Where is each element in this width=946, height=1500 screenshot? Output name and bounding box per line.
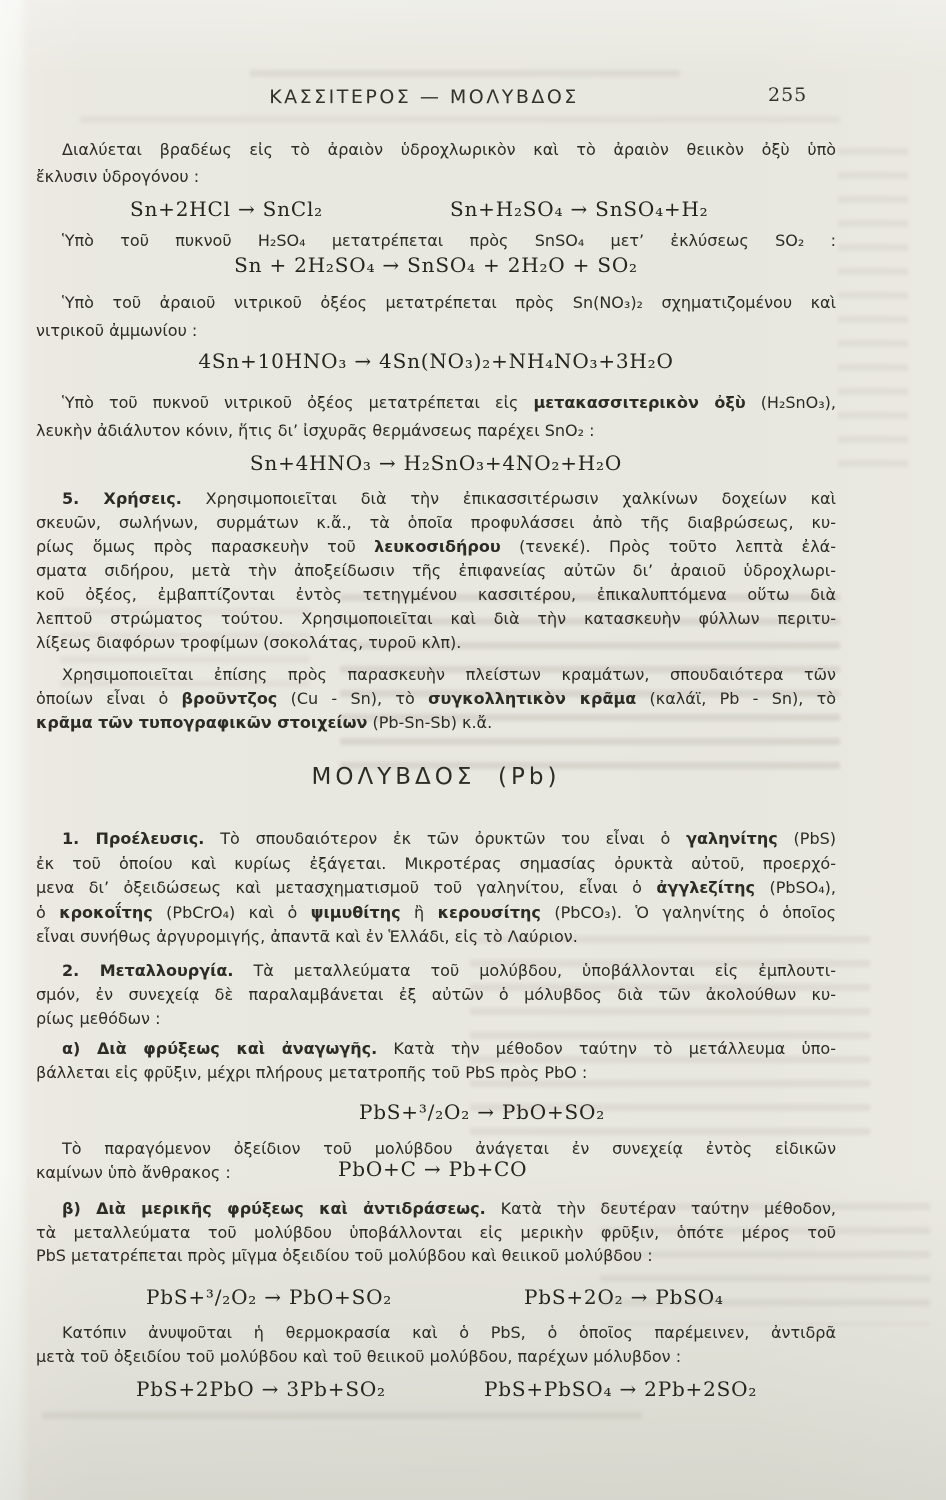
paragraph-line: ἐκ τοῦ ὁποίου καὶ κυρίως ἐξάγεται. Μικροτέρας σημασίας ὀρυκτὰ αὐτοῦ, προερχό- (36, 853, 836, 873)
paragraph-line: βάλλεται εἰς φρῦξιν, μέχρι πλήρους μετατροπῆς τοῦ PbS πρὸς PbO : (36, 1063, 588, 1082)
equation-pbo-carbon: PbO+C → Pb+CO (338, 1157, 528, 1181)
equation-sn-h2so4-dilute: Sn+H₂SO₄ → SnSO₄+H₂ (450, 197, 709, 221)
bleed-through-ghost (42, 1404, 642, 1434)
equation-pbs-roasting: PbS+³/₂O₂ → PbO+SO₂ (358, 1100, 606, 1124)
section-lead-origin (36, 827, 836, 950)
bleed-through-ghost (838, 140, 908, 480)
equation-sn-h2so4-conc: Sn + 2H₂SO₄ → SnSO₄ + 2H₂O + SO₂ (234, 253, 638, 277)
equation-row-tin-acids (36, 197, 836, 225)
paragraph-line: ρίως μεθόδων : (36, 1009, 161, 1028)
paragraph-tin-alloys (36, 663, 836, 735)
paragraph-line: νιτρικοῦ ἀμμωνίου : (36, 321, 198, 340)
equation-pbs-sulfate: PbS+2O₂ → PbSO₄ (524, 1285, 724, 1309)
equation-pbs-partial-roast: PbS+³/₂O₂ → PbO+SO₂ (146, 1285, 393, 1309)
paragraph-tin-dissolution (36, 136, 836, 190)
paragraph-line: Χρησιμοποιεῖται ἐπίσης πρὸς παρασκευὴν πλείστων κραμάτων, σπουδαιότερα τῶν (62, 665, 836, 684)
paragraph-line: σκευῶν, σωλήνων, συρμάτων κ.ἄ., τὰ ὁποῖα προφυλάσσει ἀπὸ τῆς διαβρώσεως, κυ- (36, 513, 836, 532)
paragraph-line: καμίνων ὑπὸ ἄνθρακος : (36, 1163, 231, 1182)
paragraph-line: Διαλύεται βραδέως εἰς τὸ ἀραιὸν ὑδροχλωρικὸν καὶ τὸ ἀραιὸν θειικὸν ὀξὺ ὑπὸ (62, 140, 836, 159)
paragraph-after-roast (36, 1321, 836, 1368)
section-lead-metallurgy (36, 959, 836, 1031)
paragraph-line: PbS μετατρέπεται πρὸς μῖγμα ὀξειδίου τοῦ μολύβδου καὶ θειικοῦ μολύβδου : (36, 1246, 653, 1265)
paragraph-line: τὰ μεταλλεύματα τοῦ μολύβδου ὑποβάλλονται εἰς μερικὴν φρῦξιν, ὁπότε μέρος τοῦ (36, 1222, 836, 1242)
paragraph-line: α) Διὰ φρύξεως καὶ ἀναγωγῆς. Κατὰ τὴν μέθοδον ταύτην τὸ μετάλλευμα ὑπο- (62, 1039, 836, 1058)
paragraph-line: Ὑπὸ τοῦ ἀραιοῦ νιτρικοῦ ὀξέος μετατρέπεται πρὸς Sn(NO₃)₂ σχηματιζομένου καὶ (62, 293, 836, 312)
equation-row-partial-roast (36, 1285, 836, 1313)
paragraph-line: σματα σιδήρου, μετὰ τὴν ἀποξείδωσιν τῆς ἐπιφανείας αὐτῶν δι’ ἀραιοῦ ὑδροχλωρι- (36, 561, 836, 580)
bleed-through-ghost (80, 108, 840, 136)
paragraph-line: Ὑπὸ τοῦ πυκνοῦ H₂SO₄ μετατρέπεται πρὸς SnSO₄ μετ’ ἐκλύσεως SO₂ : (62, 231, 836, 250)
paragraph-line: 5. Χρήσεις. Χρησιμοποιεῖται διὰ τὴν ἐπικασσιτέρωσιν χαλκίνων δοχείων καὶ (62, 489, 837, 508)
paragraph-line: μενα δι’ ὀξειδώσεως καὶ μετασχηματισμοῦ τοῦ γαληνίτου, εἶναι ὁ ἀγγλεζίτης (PbSO₄), (36, 878, 837, 897)
section-tin-uses (36, 487, 836, 655)
paragraph-conc-hno3 (36, 389, 836, 445)
equation-sn-hno3-conc: Sn+4HNO₃ → H₂SnO₃+4NO₂+H₂O (249, 451, 623, 475)
paragraph-line: ἔκλυσιν ὑδρογόνου : (36, 167, 200, 186)
bleed-through-ghost (250, 62, 680, 88)
paragraph-line: εἶναι συνήθως ἀργυρομιγής, ἀπαντᾶ καὶ ἐν Ἑλλάδι, εἰς τὸ Λαύριον. (36, 927, 578, 946)
paragraph-line: ὁ κροκοΐτης (PbCrO₄) καὶ ὁ ψιμυθίτης ἢ κερουσίτης (PbCO₃). Ὁ γαληνίτης ὁ ὁποῖος (36, 902, 837, 922)
paragraph-line: Ὑπὸ τοῦ πυκνοῦ νιτρικοῦ ὀξέος μετατρέπεται εἰς μετακασσιτερικὸν ὀξὺ (H₂SnO₃), (62, 393, 837, 412)
equation-row-final (36, 1377, 836, 1405)
paragraph-dilute-hno3 (36, 289, 836, 345)
section-heading-lead: ΜΟΛΥΒΔΟΣ (Pb) (311, 764, 561, 790)
paragraph-line: ρίως ὅμως πρὸς παρασκευὴν τοῦ λευκοσιδήρου (τενεκέ). Πρὸς τοῦτο λεπτὰ ἐλά- (36, 537, 836, 556)
paragraph-line: λεπτοῦ στρώματος τούτου. Χρησιμοποιεῖται καὶ διὰ τὴν κατασκευὴν φύλλων περιτυ- (36, 609, 836, 628)
paragraph-method-a (36, 1037, 836, 1085)
equation-sn-hcl: Sn+2HCl → SnCl₂ (130, 197, 323, 221)
equation-pbs-pbso4-final: PbS+PbSO₄ → 2Pb+2SO₂ (484, 1377, 758, 1401)
paragraph-line: λευκὴν ἀδιάλυτον κόνιν, ἥτις δι’ ἰσχυρᾶς θερμάνσεως παρέχει SnO₂ : (36, 421, 595, 440)
paragraph-line: 2. Μεταλλουργία. Τὰ μεταλλεύματα τοῦ μολύβδου, ὑποβάλλονται εἰς ἐμπλουτι- (62, 961, 836, 980)
paragraph-line: λίξεως διαφόρων τροφίμων (σοκολάτας, τυροῦ κλπ). (36, 633, 462, 652)
equation-pbs-pbo-final: PbS+2PbO → 3Pb+SO₂ (136, 1377, 386, 1401)
paragraph-line: Κατόπιν ἀνυψοῦται ἡ θερμοκρασία καὶ ὁ PbS, ὁ ὁποῖος παρέμεινεν, ἀντιδρᾶ (62, 1323, 836, 1342)
paragraph-method-b (36, 1197, 836, 1268)
paragraph-line: κρᾶμα τῶν τυπογραφικῶν στοιχείων (Pb-Sn-Sb) κ.ἄ. (36, 713, 493, 732)
page-number: 255 (768, 84, 808, 106)
paragraph-line: β) Διὰ μερικῆς φρύξεως καὶ ἀντιδράσεως. Κατὰ τὴν δευτέραν ταύτην μέθοδον, (62, 1199, 837, 1218)
paragraph-line: σμόν, ἐν συνεχείᾳ δὲ παραλαμβάνεται ἐξ αὐτῶν ὁ μόλυβδος διὰ τῶν ἀκολούθων κυ- (36, 985, 836, 1004)
paragraph-line: ὁποίων εἶναι ὁ βροῦντζος (Cu - Sn), τὸ συγκολλητικὸν κρᾶμα (καλάϊ, Pb - Sn), τὸ (36, 689, 837, 708)
equation-sn-hno3-dilute: 4Sn+10HNO₃ → 4Sn(NO₃)₂+NH₄NO₃+3H₂O (198, 349, 674, 373)
paragraph-line: μετὰ τοῦ ὀξειδίου τοῦ μολύβδου καὶ τοῦ θειικοῦ μολύβδου, παρέχων μόλυβδον : (36, 1346, 682, 1366)
paragraph-line: 1. Προέλευσις. Τὸ σπουδαιότερον ἐκ τῶν ὀρυκτῶν του εἶναι ὁ γαληνίτης (PbS) (62, 829, 837, 848)
paragraph-conc-h2so4 (36, 229, 836, 253)
paragraph-line: Τὸ παραγόμενον ὀξείδιον τοῦ μολύβδου ἀνάγεται ἐν συνεχείᾳ ἐντὸς εἰδικῶν (62, 1139, 836, 1158)
paragraph-line: κοῦ ὀξέος, ἐμβαπτίζονται ἐντὸς τετηγμένου κασσιτέρου, ἐπικαλυπτόμενα οὕτω διὰ (36, 585, 836, 604)
running-header-title: ΚΑΣΣΙΤΕΡΟΣ — ΜΟΛΥΒΔΟΣ (269, 86, 579, 108)
